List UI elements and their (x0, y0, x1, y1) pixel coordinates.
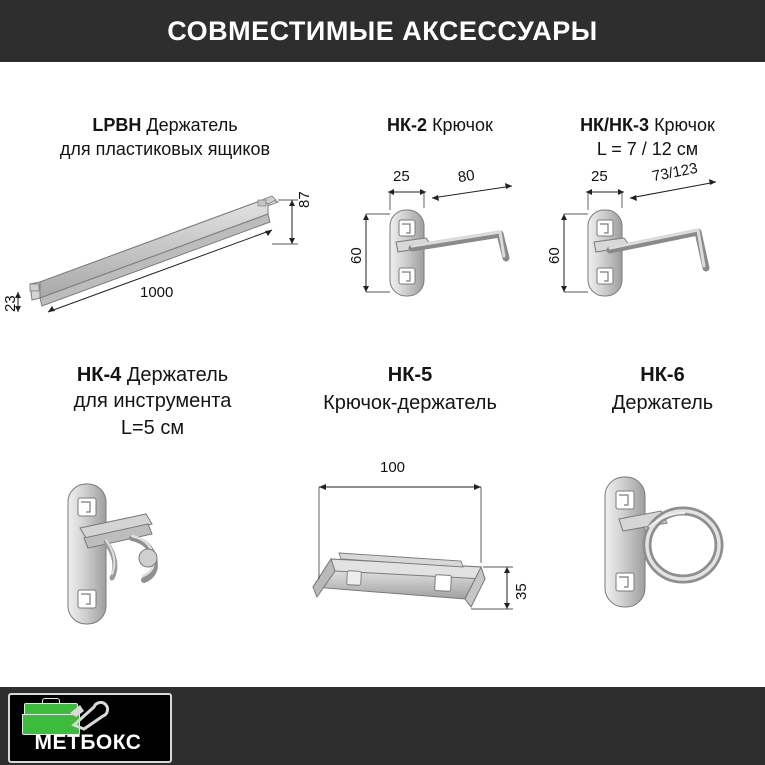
product-caption-nk3 (540, 114, 755, 162)
nk3-illustration (540, 172, 755, 322)
product-subtitle-nk3: L = 7 / 12 см (596, 138, 699, 159)
footer-bar (0, 687, 765, 765)
dimension-nk2-80: 80 (456, 166, 476, 187)
product-subtitle-nk4: для инструмента (73, 390, 232, 413)
product-name-nk2: Крючок (432, 115, 493, 135)
nk5-illustration (285, 467, 550, 647)
product-name-nk5: Крючок-держатель (323, 392, 497, 415)
dimension-lpbh-1000: 1000 (140, 284, 174, 301)
product-code-nk5: НК-5 (387, 364, 433, 386)
dimension-lpbh-87: 87 (296, 191, 313, 208)
page-title: СОВМЕСТИМЫЕ АКСЕССУАРЫ (167, 15, 598, 46)
product-card-nk6 (570, 362, 755, 417)
brand-name: МЕТБОКС (34, 731, 142, 754)
product-drawing-nk3 (540, 159, 755, 317)
product-name-nk4: Держатель (126, 364, 229, 386)
dimension-nk5-100: 100 (380, 459, 406, 476)
product-caption-lpbh (30, 114, 300, 162)
product-caption-nk5 (270, 362, 550, 417)
nk4-illustration (40, 472, 260, 652)
product-caption-nk4 (10, 362, 295, 441)
product-name-lpbh: Держатель (146, 115, 238, 135)
product-drawing-nk2 (340, 166, 560, 317)
product-subtitle-lpbh: для пластиковых ящиков (59, 138, 271, 159)
dimension-nk5-35: 35 (513, 583, 530, 600)
product-card-nk5 (270, 362, 550, 417)
dimension-nk2-25: 25 (393, 168, 410, 185)
product-card-nk3 (540, 114, 755, 162)
product-caption-nk2 (330, 114, 550, 138)
products-grid (0, 62, 765, 687)
product-drawing-nk5 (285, 459, 550, 647)
dimension-nk3-73-123: 73/123 (650, 159, 700, 186)
product-code-nk2: НК-2 (387, 115, 428, 135)
dimension-nk3-25: 25 (591, 168, 608, 185)
wrench-icon (68, 701, 114, 731)
product-card-nk4 (10, 362, 295, 441)
brand-logo (8, 693, 172, 763)
product-drawing-nk4 (40, 472, 260, 652)
product-name-nk6: Держатель (611, 392, 714, 415)
header-bar (0, 0, 765, 62)
product-name-nk3: Крючок (654, 115, 715, 135)
dimension-nk2-60: 60 (348, 247, 365, 264)
product-drawing-lpbh (0, 172, 320, 317)
product-code-nk4: НК-4 (76, 364, 122, 386)
dimension-nk3-60: 60 (546, 247, 563, 264)
nk2-illustration (340, 172, 560, 322)
product-caption-nk6 (570, 362, 755, 417)
product-code-lpbh: LPBH (92, 115, 142, 135)
dimension-lpbh-23: 23 (2, 295, 19, 312)
product-length-nk4: L=5 см (120, 416, 185, 439)
product-card-nk2 (330, 114, 550, 138)
nk6-illustration (575, 467, 755, 647)
product-drawing-nk6 (575, 467, 755, 647)
product-code-nk3: НК/НК-3 (580, 115, 650, 135)
product-card-lpbh (30, 114, 300, 162)
product-code-nk6: НК-6 (640, 364, 685, 386)
